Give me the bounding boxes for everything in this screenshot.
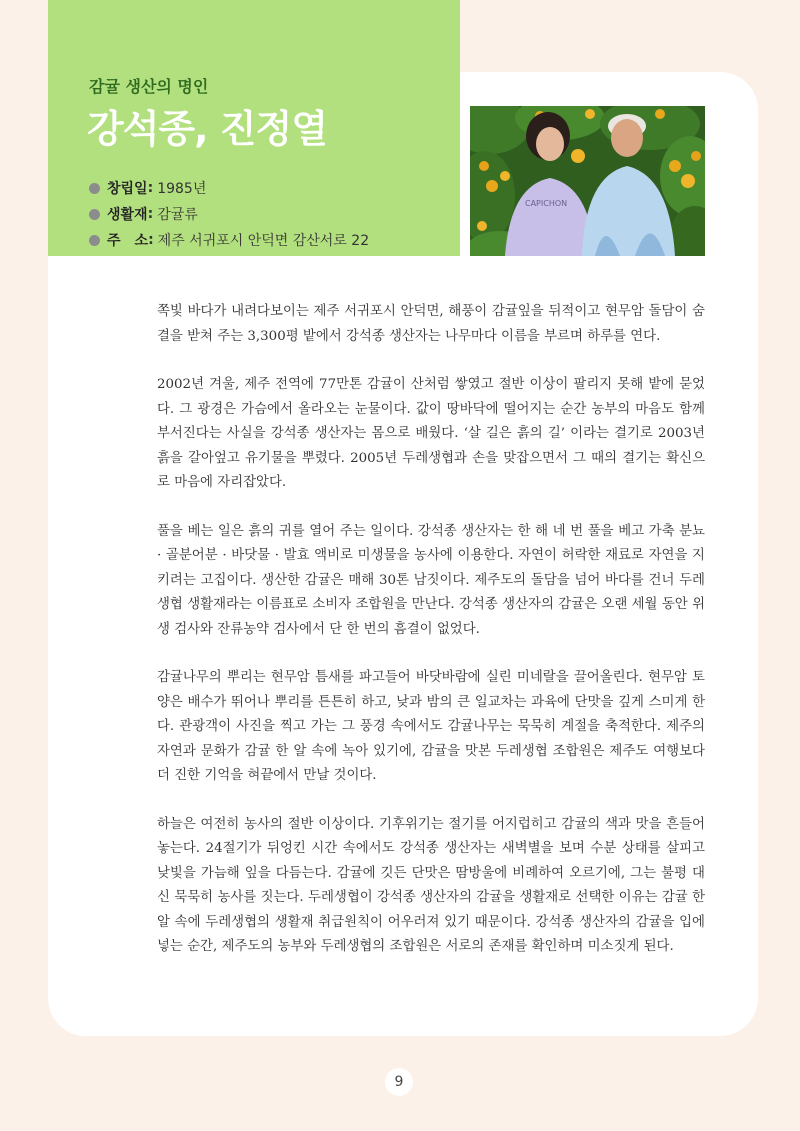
info-separator: : (147, 206, 154, 222)
bullet-icon (89, 209, 100, 220)
info-key: 창립일 (107, 181, 148, 197)
paragraph: 풀을 베는 일은 흙의 귀를 열어 주는 일이다. 강석종 생산자는 한 해 네 번 풀을 베고 가축 분뇨 · 골분어분 · 바닷물 · 발효 액비로 미생물을 농사에 이용한다. 자연이 허락한 재료로 자연을 지키려는 고집이다. 생산한 감귤은 매해 30톤 남짓이다. 제주도의 돌담을 넘어 바다를 건너 두레생협 생활재라는 이름표로 소비자 조합원을 만난다. 강석종 생산자의 감귤은 오랜 세월 동안 위생 검사와 잔류농약 검사에서 단 한 번의 흠결이 없었다. (157, 523, 705, 637)
info-item-founded (89, 175, 369, 201)
paragraph: 쪽빛 바다가 내려다보이는 제주 서귀포시 안덕면, 해풍이 감귤잎을 뒤적이고 현무암 돌담이 숨결을 받쳐 주는 3,300평 밭에서 강석종 생산자는 나무마다 이름을 부르며 하루를 연다. (157, 304, 705, 344)
info-item-product (89, 201, 369, 227)
shirt-text: CAPICHON (525, 199, 568, 208)
info-item-address (89, 227, 369, 253)
bullet-icon (89, 183, 100, 194)
info-key: 생활재 (107, 207, 148, 223)
info-separator: : (148, 232, 154, 248)
info-value: 제주 서귀포시 안덕면 감산서로 22 (157, 233, 370, 249)
info-list (89, 175, 369, 253)
page-title: 강석종, 진정열 (87, 107, 327, 151)
producer-photo (470, 106, 705, 256)
bullet-icon (89, 235, 100, 246)
category-label: 감귤 생산의 명인 (89, 77, 209, 96)
info-value: 1985년 (157, 181, 207, 197)
info-value: 감귤류 (157, 207, 198, 223)
info-separator: : (147, 180, 154, 196)
paragraph: 2002년 겨울, 제주 전역에 77만톤 감귤이 산처럼 쌓였고 절반 이상이 팔리지 못해 밭에 묻었다. 그 광경은 가슴에서 올라오는 눈물이다. 값이 땅바닥에 떨어지는 순간 농부의 마음도 함께 부서진다는 사실을 강석종 생산자는 몸으로 배웠다. ‘살 길은 흙의 길’ 이라는 결기로 2003년 흙을 갈아엎고 유기물을 뿌렸다. 2005년 두레생협과 손을 맞잡으면서 그 때의 결기는 확신으로 마음에 자리잡았다. (157, 377, 705, 490)
article-body (157, 300, 705, 984)
page-number: 9 (385, 1068, 413, 1096)
paragraph: 하늘은 여전히 농사의 절반 이상이다. 기후위기는 절기를 어지럽히고 감귤의 색과 맛을 흔들어 놓는다. 24절기가 뒤엉킨 시간 속에서도 강석종 생산자는 새벽별을 보며 수분 상태를 살피고 낮빛을 가늠해 잎을 다듬는다. 감귤에 깃든 단맛은 땀방울에 비례하여 오르기에, 그는 불평 대신 묵묵히 농사를 짓는다. 두레생협이 강석종 생산자의 감귤을 생활재로 선택한 이유는 감귤 한 알 속에 두레생협의 생활재 취급원칙이 어우러져 있기 때문이다. 강석종 생산자의 감귤을 입에 넣는 순간, 제주도의 농부와 두레생협의 조합원은 서로의 존재를 확인하며 미소짓게 된다. (157, 816, 705, 954)
info-key: 주 소 (107, 233, 149, 249)
paragraph: 감귤나무의 뿌리는 현무암 틈새를 파고들어 바닷바람에 실린 미네랄을 끌어올린다. 현무암 토양은 배수가 뛰어나 뿌리를 튼튼히 하고, 낮과 밤의 큰 일교차는 과육에 단맛을 깊게 스미게 한다. 관광객이 사진을 찍고 가는 그 풍경 속에서도 감귤나무는 묵묵히 계절을 축적한다. 제주의 자연과 문화가 감귤 한 알 속에 녹아 있기에, 감귤을 맛본 두레생협 조합원은 제주도 여행보다 더 진한 기억을 혀끝에서 만날 것이다. (157, 670, 705, 783)
